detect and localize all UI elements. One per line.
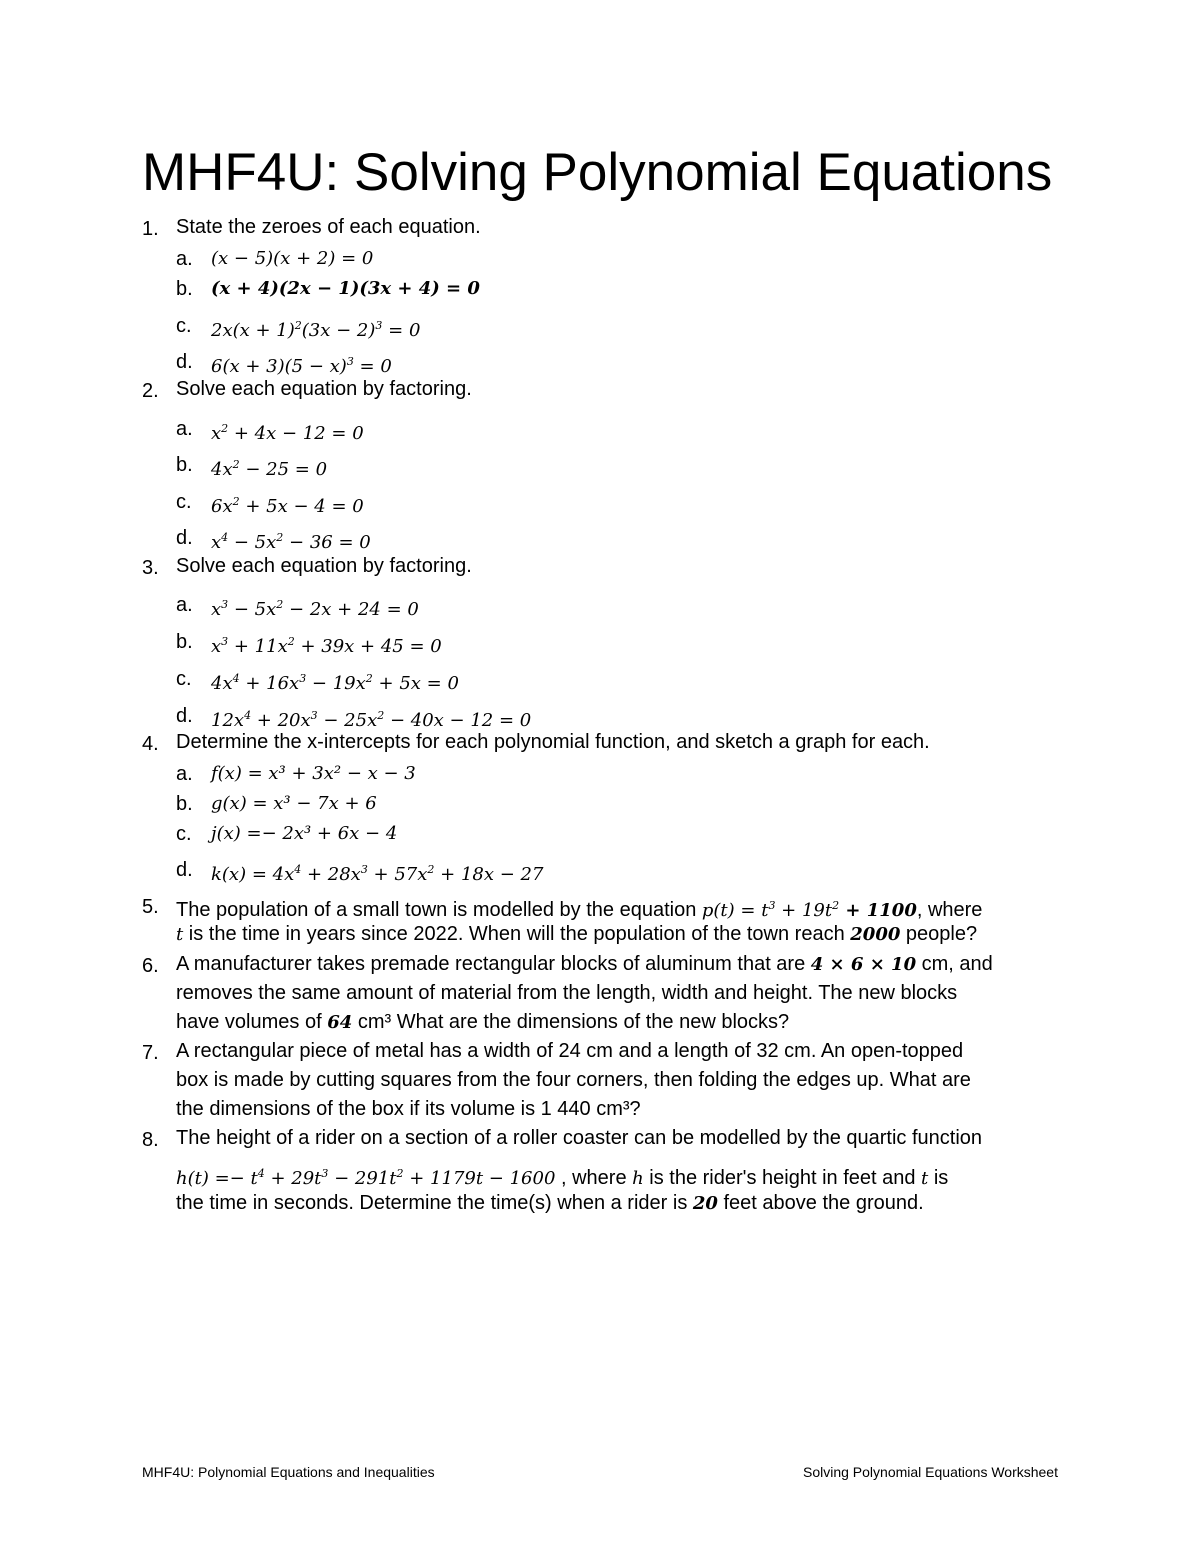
q7-line-3: the dimensions of the box if its volume is 1 440 cm³? [176,1098,641,1120]
q7-line-1: A rectangular piece of metal has a width of 24 cm and a length of 32 cm. An open-topped [176,1040,964,1062]
q7-number: 7. [142,1042,159,1064]
q2d-equation: $x^4 - 5x^2 - 36 = 0$ [211,531,371,553]
q4d-label: d. [176,859,193,881]
q1a-equation: (x − 5)(x + 2) = 0 [211,248,374,269]
q6-line-3: have volumes of 64 cm³ What are the dimensions of the new blocks? [176,1011,790,1033]
q4a-label: a. [176,763,193,785]
q6-line-2: removes the same amount of material from the length, width and height. The new blocks [176,982,958,1004]
q8-number: 8. [142,1129,159,1151]
q4-text: Determine the x-intercepts for each polynomial function, and sketch a graph for each. [176,731,930,753]
q2c-label: c. [176,491,192,513]
q2a-label: a. [176,418,193,440]
q2-text: Solve each equation by factoring. [176,378,472,400]
q8-line-1: The height of a rider on a section of a roller coaster can be modelled by the quartic function [176,1127,983,1149]
q2-number: 2. [142,380,159,402]
q4c-equation: j(x) =− 2x³ + 6x − 4 [211,823,398,844]
q8-line-2: $h(t) =- t^4 + 29t^3 - 291t^2 + 1179t - 1600$ , where h is the rider's height in feet and t is [176,1167,949,1189]
q2d-label: d. [176,527,193,549]
footer-right: Solving Polynomial Equations Worksheet [803,1464,1058,1480]
q8-line-3: the time in seconds. Determine the time(s) when a rider is 20 feet above the ground. [176,1192,924,1214]
q4b-label: b. [176,793,193,815]
q2a-equation: $x^2 + 4x - 12 = 0$ [211,422,364,444]
q1b-equation: (x + 4)(2x − 1)(3x + 4) = 0 [211,278,480,299]
page-title: MHF4U: Solving Polynomial Equations [142,143,1053,202]
q3a-label: a. [176,594,193,616]
q1-number: 1. [142,218,159,240]
q4b-equation: g(x) = x³ − 7x + 6 [211,793,377,814]
q1b-label: b. [176,278,193,300]
q5-line-1: The population of a small town is modelled by the equation $p(t) = t^3 + 19t^2 + 1100$, where [176,899,983,921]
q2c-equation: $6x^2 + 5x - 4 = 0$ [211,495,364,517]
q3-number: 3. [142,557,159,579]
q1a-label: a. [176,248,193,270]
q3b-equation: $x^3 + 11x^2 + 39x + 45 = 0$ [211,635,442,657]
q4-number: 4. [142,733,159,755]
footer-left: MHF4U: Polynomial Equations and Inequalities [142,1464,435,1480]
q1c-label: c. [176,315,192,337]
q3c-equation: $4x^4 + 16x^3 - 19x^2 + 5x = 0$ [211,672,459,694]
q4a-equation: f(x) = x³ + 3x² − x − 3 [211,763,416,784]
q4c-label: c. [176,823,192,845]
q6-number: 6. [142,955,159,977]
q6-line-1: A manufacturer takes premade rectangular blocks of aluminum that are 4 × 6 × 10 cm, and [176,953,993,975]
q3c-label: c. [176,668,192,690]
q3d-equation: $12x^4 + 20x^3 - 25x^2 - 40x - 12 = 0$ [211,709,532,731]
q1c-equation: $2x(x + 1)^2(3x - 2)^3 = 0$ [211,319,421,341]
q3b-label: b. [176,631,193,653]
q3-text: Solve each equation by factoring. [176,555,472,577]
q1d-equation: $6(x + 3)(5 - x)^3 = 0$ [211,355,392,377]
q5-number: 5. [142,896,159,918]
q1-text: State the zeroes of each equation. [176,216,481,238]
q3a-equation: $x^3 - 5x^2 - 2x + 24 = 0$ [211,598,419,620]
q2b-label: b. [176,454,193,476]
q1d-label: d. [176,351,193,373]
q5-line-2: t is the time in years since 2022. When will the population of the town reach 2000 people? [176,923,978,945]
q3d-label: d. [176,705,193,727]
q7-line-2: box is made by cutting squares from the four corners, then folding the edges up. What are [176,1069,971,1091]
q4d-equation: $k(x) = 4x^4 + 28x^3 + 57x^2 + 18x - 27$ [211,863,544,885]
q2b-equation: $4x^2 - 25 = 0$ [211,458,328,480]
